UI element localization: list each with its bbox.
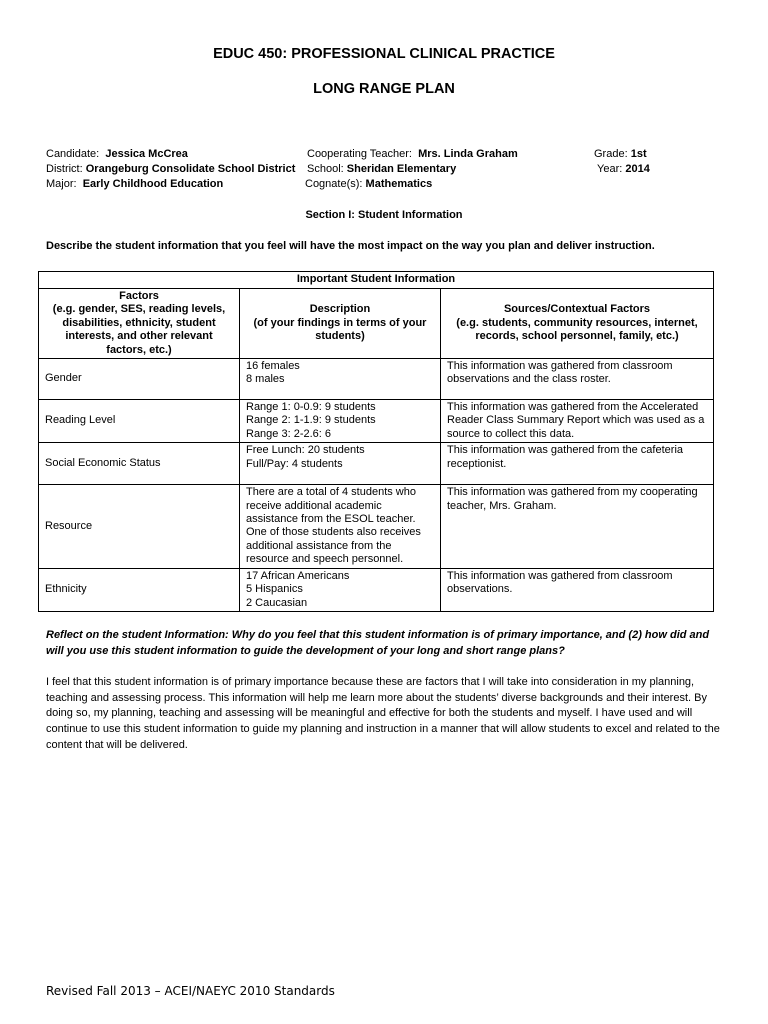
district-value: Orangeburg Consolidate School District <box>85 163 296 175</box>
grade-field <box>594 148 647 160</box>
description-line: 8 males <box>246 373 285 386</box>
school-value: Sheridan Elementary <box>346 163 457 175</box>
factor-cell: Gender <box>39 359 240 400</box>
description-line: 5 Hispanics <box>246 583 303 596</box>
factor-cell: Resource <box>39 485 240 568</box>
grade-label: Grade: <box>594 148 628 160</box>
candidate-value: Jessica McCrea <box>105 148 188 160</box>
coop-value: Mrs. Linda Graham <box>418 148 518 160</box>
header-description-note: (of your findings in terms of your students) <box>253 316 427 343</box>
table-row <box>39 568 714 611</box>
header-sources-title: Sources/Contextual Factors <box>503 303 651 316</box>
year-field <box>597 163 650 175</box>
section-prompt: Describe the student information that you feel will have the most impact on the way you plan and deliver instruction. <box>46 240 655 252</box>
year-value: 2014 <box>625 163 650 175</box>
description-cell: There are a total of 4 students who receive additional academic assistance from the ESOL teacher. One of those students also receives additional assistance from the resource and speech personnel. <box>240 485 441 568</box>
student-info-table <box>38 271 714 612</box>
document-title: EDUC 450: PROFESSIONAL CLINICAL PRACTICE <box>213 46 555 62</box>
district-field <box>46 163 295 175</box>
header-factors-title: Factors <box>119 290 159 302</box>
header-sources-note: (e.g. students, community resources, internet, records, school personnel, family, etc.) <box>456 316 698 343</box>
cognate-label: Cognate(s): <box>305 178 363 190</box>
description-line: Range 3: 2-2.6: 6 <box>246 427 332 440</box>
description-cell <box>240 443 441 485</box>
factor-cell: Ethnicity <box>39 568 240 611</box>
header-factors <box>39 289 240 359</box>
year-label: Year: <box>597 163 623 175</box>
candidate-field <box>46 148 188 160</box>
school-label: School: <box>307 163 344 175</box>
coop-label: Cooperating Teacher: <box>307 148 412 160</box>
table-row <box>39 359 714 400</box>
source-cell: This information was gathered from classroom observations and the class roster. <box>441 359 714 400</box>
header-description <box>240 289 441 359</box>
factor-cell: Social Economic Status <box>39 443 240 485</box>
cooperating-teacher-field <box>307 148 518 160</box>
table-caption: Important Student Information <box>39 272 714 289</box>
description-line: 16 females <box>246 360 300 373</box>
school-field <box>307 163 456 175</box>
description-line: Full/Pay: 4 students <box>246 457 343 470</box>
table-row <box>39 443 714 485</box>
description-line: Range 2: 1-1.9: 9 students <box>246 414 376 427</box>
reflection-answer: I feel that this student information is of primary importance because these are factors that I will take into consideration in my planning, teaching and assessing process. This information will help me learn more about the students’ diverse backgrounds and their interest. By doing so, my planning, teaching and assessing will be meaningful and effective for both the students and myself. I have used and will continue to use this student information to guide my planning and instruction in a manner that will allow students to excel and related to the content that will be delivered. <box>46 676 720 751</box>
candidate-label: Candidate: <box>46 148 100 160</box>
description-cell <box>240 359 441 400</box>
source-cell: This information was gathered from my cooperating teacher, Mrs. Graham. <box>441 485 714 568</box>
header-sources <box>441 289 714 359</box>
description-line: Range 1: 0-0.9: 9 students <box>246 401 376 414</box>
reflection-question: Reflect on the student Information: Why do you feel that this student information is of primary importance, and (2) how did and will you use this student information to guide the development of your long and short range plans? <box>46 629 710 657</box>
description-line: 2 Caucasian <box>246 596 308 609</box>
district-label: District: <box>46 163 83 175</box>
section-title: Section I: Student Information <box>305 209 463 221</box>
cognate-field <box>305 178 432 190</box>
header-description-title: Description <box>309 303 371 316</box>
source-cell: This information was gathered from the Accelerated Reader Class Summary Report which was used as a source to collect this data. <box>441 400 714 443</box>
table-row <box>39 400 714 443</box>
major-value: Early Childhood Education <box>82 178 224 190</box>
major-label: Major: <box>46 178 77 190</box>
factor-cell: Reading Level <box>39 400 240 443</box>
page-footer: Revised Fall 2013 – ACEI/NAEYC 2010 Standards <box>46 984 335 998</box>
description-cell <box>240 400 441 443</box>
grade-value: 1st <box>630 148 647 160</box>
major-field <box>46 178 223 190</box>
table-row <box>39 485 714 568</box>
description-cell <box>240 568 441 611</box>
document-subtitle: LONG RANGE PLAN <box>313 81 455 97</box>
description-line: 17 African Americans <box>246 569 350 582</box>
description-line: Free Lunch: 20 students <box>246 444 365 457</box>
source-cell: This information was gathered from the cafeteria receptionist. <box>441 443 714 485</box>
source-cell: This information was gathered from classroom observations. <box>441 568 714 611</box>
cognate-value: Mathematics <box>365 178 433 190</box>
header-factors-note: (e.g. gender, SES, reading levels, disabilities, ethnicity, student interests, and other relevant factors, etc.) <box>52 303 226 356</box>
